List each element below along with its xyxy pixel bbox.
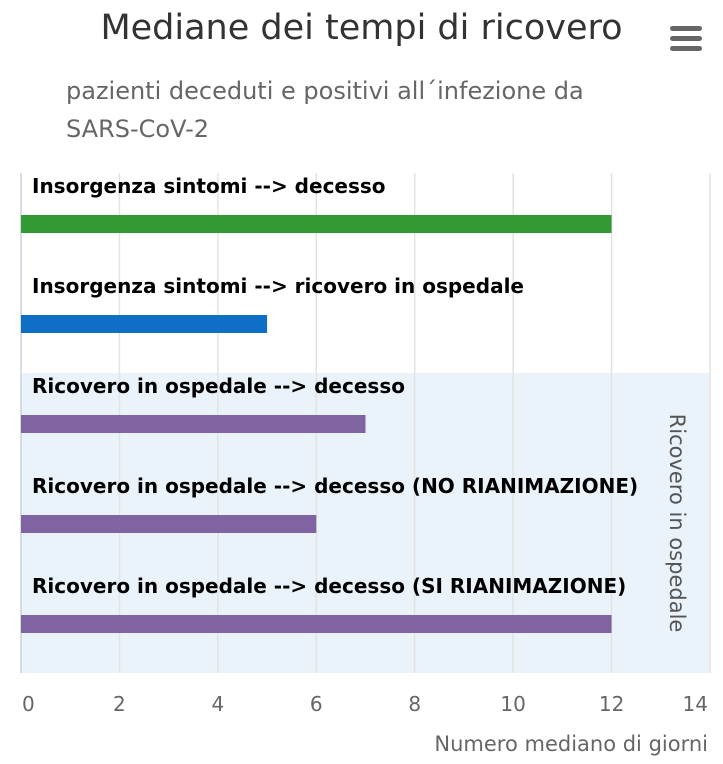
x-tick-label: 0	[22, 692, 35, 716]
bar-category-label: Ricovero in ospedale --> decesso (NO RIANIMAZIONE)	[32, 474, 639, 498]
bar[interactable]	[21, 415, 366, 433]
x-tick-label: 12	[598, 692, 625, 716]
x-tick-label: 6	[309, 692, 323, 716]
x-tick-label: 10	[500, 692, 526, 716]
bar[interactable]	[21, 615, 612, 633]
plot-band-label: Ricovero in ospedale	[665, 413, 689, 633]
x-tick-label: 4	[211, 692, 225, 716]
x-tick-label: 8	[408, 692, 422, 716]
x-tick-label: 2	[113, 692, 126, 716]
x-axis-title: Numero mediano di giorni	[434, 732, 708, 756]
bar-category-label: Ricovero in ospedale --> decesso	[32, 374, 405, 398]
bar[interactable]	[21, 215, 612, 233]
bar-category-label: Insorgenza sintomi --> ricovero in ospedale	[32, 274, 524, 298]
chart-subtitle: pazienti deceduti e positivi all´infezione da SARS-CoV-2	[66, 77, 584, 143]
bar-category-label: Ricovero in ospedale --> decesso (SI RIANIMAZIONE)	[32, 574, 627, 598]
chart-title: Mediane dei tempi di ricovero	[100, 8, 623, 48]
bar[interactable]	[21, 515, 316, 533]
bar[interactable]	[21, 315, 267, 333]
x-tick-label: 14	[682, 692, 708, 716]
bar-category-label: Insorgenza sintomi --> decesso	[32, 174, 386, 198]
